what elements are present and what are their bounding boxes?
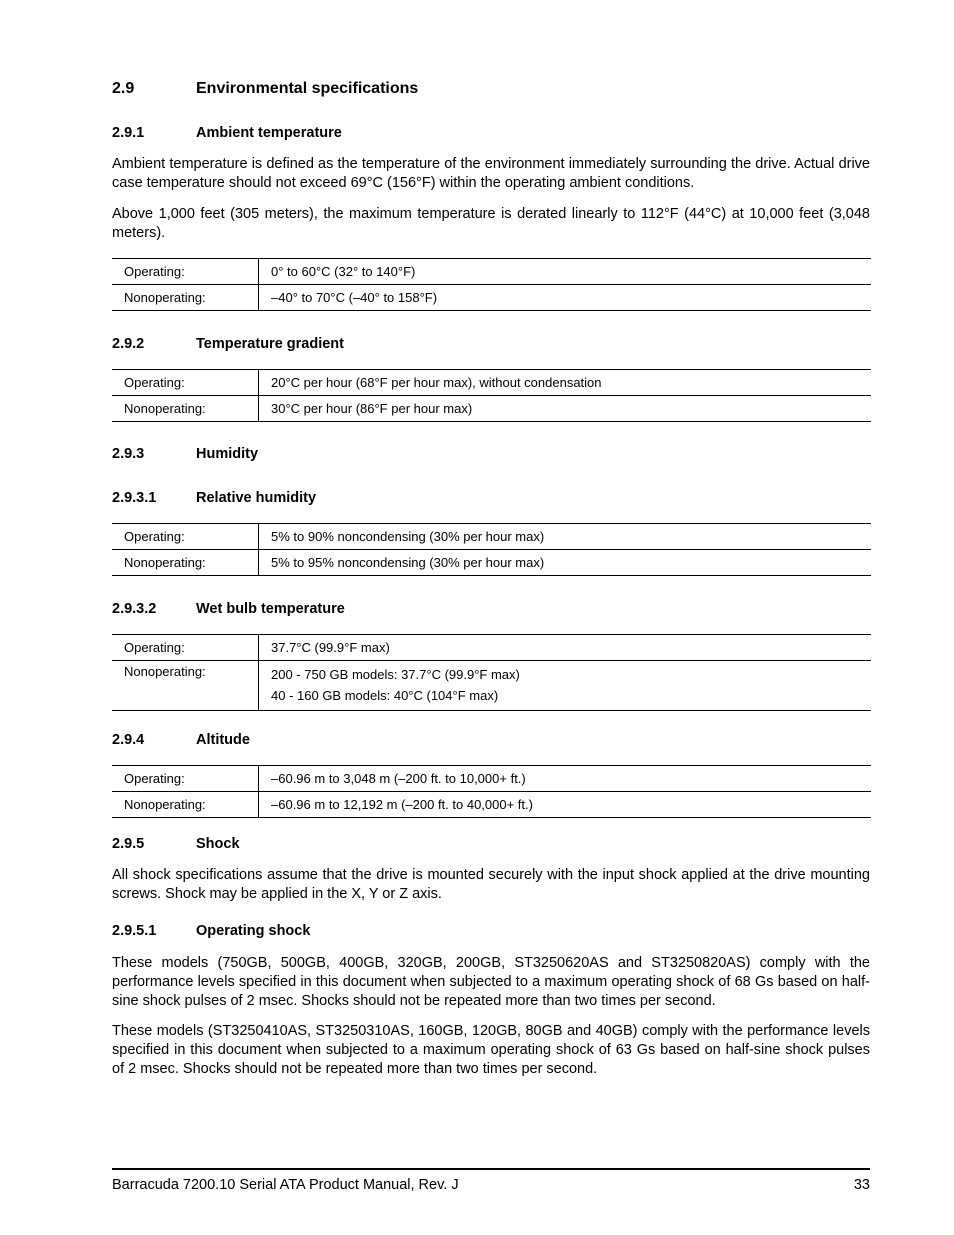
footer-title: Barracuda 7200.10 Serial ATA Product Manual, Rev. J xyxy=(112,1177,459,1193)
table-row xyxy=(112,259,871,285)
operating-shock-paragraph-2: These models (ST3250410AS, ST3250310AS, 160GB, 120GB, 80GB and 40GB) comply with the performance levels specified in this document when subjected to a maximum operating shock of 63 Gs based on half-sine shock pulses of 2 msec. Shocks should not be repeated more than two times per second. xyxy=(112,1023,870,1077)
table-row xyxy=(112,661,871,711)
footer-rule xyxy=(112,1168,870,1170)
table-row xyxy=(112,792,871,818)
table-row xyxy=(112,635,871,661)
row-value: –60.96 m to 3,048 m (–200 ft. to 10,000+ ft.) xyxy=(259,766,872,792)
row-label: Nonoperating: xyxy=(112,792,259,818)
row-value: 20°C per hour (68°F per hour max), without condensation xyxy=(259,370,872,396)
operating-shock-paragraph-1: These models (750GB, 500GB, 400GB, 320GB, 200GB, ST3250620AS and ST3250820AS) comply with the performance levels specified in this document when subjected to a maximum operating shock of 68 Gs based on half-sine shock pulses of 2 msec. Shocks should not be repeated more than two times per second. xyxy=(112,955,870,1009)
row-value-line: 40 - 160 GB models: 40°C (104°F max) xyxy=(271,688,499,703)
altitude-table xyxy=(112,765,871,818)
table-row xyxy=(112,285,871,311)
table-row xyxy=(112,524,871,550)
row-label: Operating: xyxy=(112,370,259,396)
relative-humidity-table xyxy=(112,523,871,576)
table-row xyxy=(112,550,871,576)
row-value: –40° to 70°C (–40° to 158°F) xyxy=(259,285,872,311)
table-row xyxy=(112,766,871,792)
row-value: 30°C per hour (86°F per hour max) xyxy=(259,396,872,422)
row-label: Nonoperating: xyxy=(112,396,259,422)
row-value: –60.96 m to 12,192 m (–200 ft. to 40,000+ ft.) xyxy=(259,792,872,818)
table-row xyxy=(112,370,871,396)
row-label: Nonoperating: xyxy=(112,550,259,576)
row-label: Nonoperating: xyxy=(112,661,259,711)
row-label: Operating: xyxy=(112,635,259,661)
shock-paragraph: All shock specifications assume that the drive is mounted securely with the input shock applied at the drive mounting screws. Shock may be applied in the X, Y or Z axis. xyxy=(112,867,870,902)
temperature-gradient-table xyxy=(112,369,871,422)
row-value: 0° to 60°C (32° to 140°F) xyxy=(259,259,872,285)
row-value: 5% to 95% noncondensing (30% per hour max) xyxy=(259,550,872,576)
ambient-paragraph-2: Above 1,000 feet (305 meters), the maximum temperature is derated linearly to 112°F (44°C) at 10,000 feet (3,048 meters). xyxy=(112,206,870,241)
row-value-line: 200 - 750 GB models: 37.7°C (99.9°F max) xyxy=(271,667,520,682)
row-value xyxy=(259,661,872,711)
page-number: 33 xyxy=(853,1177,870,1193)
row-value: 37.7°C (99.9°F max) xyxy=(259,635,872,661)
wet-bulb-table xyxy=(112,634,871,711)
ambient-temperature-table xyxy=(112,258,871,311)
row-label: Operating: xyxy=(112,766,259,792)
table-row xyxy=(112,396,871,422)
row-label: Operating: xyxy=(112,259,259,285)
row-label: Nonoperating: xyxy=(112,285,259,311)
ambient-paragraph-1: Ambient temperature is defined as the temperature of the environment immediately surrounding the drive. Actual drive case temperature should not exceed 69°C (156°F) within the operating ambient conditions. xyxy=(112,156,870,191)
row-value: 5% to 90% noncondensing (30% per hour max) xyxy=(259,524,872,550)
row-label: Operating: xyxy=(112,524,259,550)
